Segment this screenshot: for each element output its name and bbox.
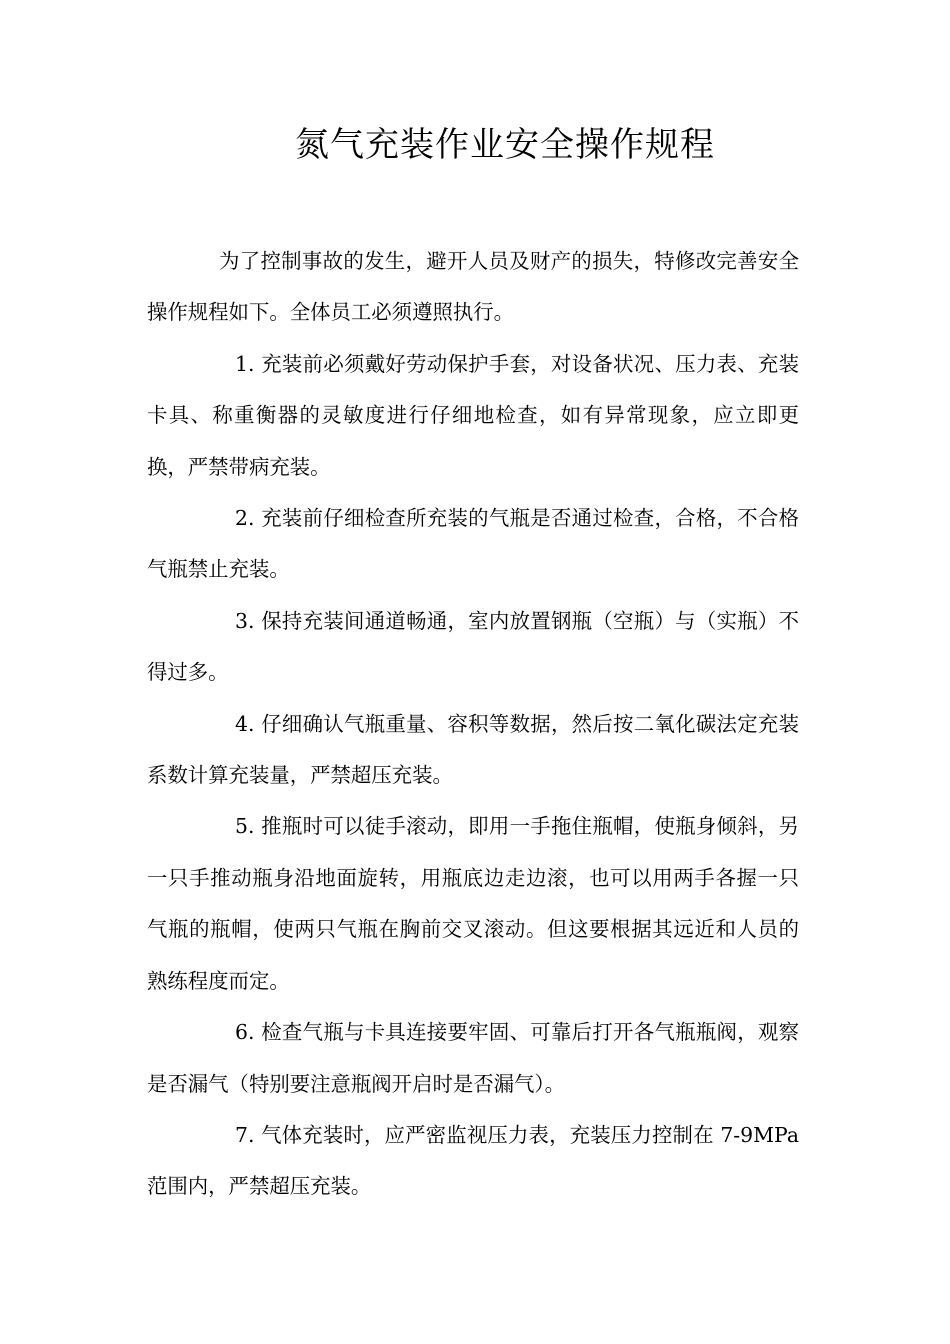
- rule-item-5: 5. 推瓶时可以徒手滚动，即用一手拖住瓶帽，使瓶身倾斜，另一只手推动瓶身沿地面旋转，用瓶底边走边滚，也可以用两手各握一只气瓶的瓶帽，使两只气瓶在胸前交叉滚动。但这要根据其远近和人员的熟练程度而定。: [147, 814, 799, 993]
- document-body: [147, 236, 799, 1213]
- rule-item-3: 3. 保持充装间通道畅通，室内放置钢瓶（空瓶）与（实瓶）不得过多。: [147, 608, 799, 685]
- document-title: 氮气充装作业安全操作规程: [295, 125, 715, 165]
- rule-item-4: 4. 仔细确认气瓶重量、容积等数据，然后按二氧化碳法定充装系数计算充装量，严禁超压充装。: [147, 711, 799, 788]
- rule-item-2: 2. 充装前仔细检查所充装的气瓶是否通过检查，合格，不合格气瓶禁止充装。: [147, 506, 799, 582]
- rule-item-6: 6. 检查气瓶与卡具连接要牢固、可靠后打开各气瓶瓶阀，观察是否漏气（特别要注意瓶阀开启时是否漏气）。: [147, 1020, 799, 1096]
- intro-paragraph: 为了控制事故的发生，避开人员及财产的损失，特修改完善安全操作规程如下。全体员工必须遵照执行。: [147, 249, 799, 325]
- rule-item-7: 7. 气体充装时，应严密监视压力表，充装压力控制在 7-9MPa 范围内，严禁超压充装。: [147, 1122, 799, 1199]
- rule-item-1: 1. 充装前必须戴好劳动保护手套，对设备状况、压力表、充装卡具、称重衡器的灵敏度进行仔细地检查，如有异常现象，应立即更换，严禁带病充装。: [147, 351, 799, 479]
